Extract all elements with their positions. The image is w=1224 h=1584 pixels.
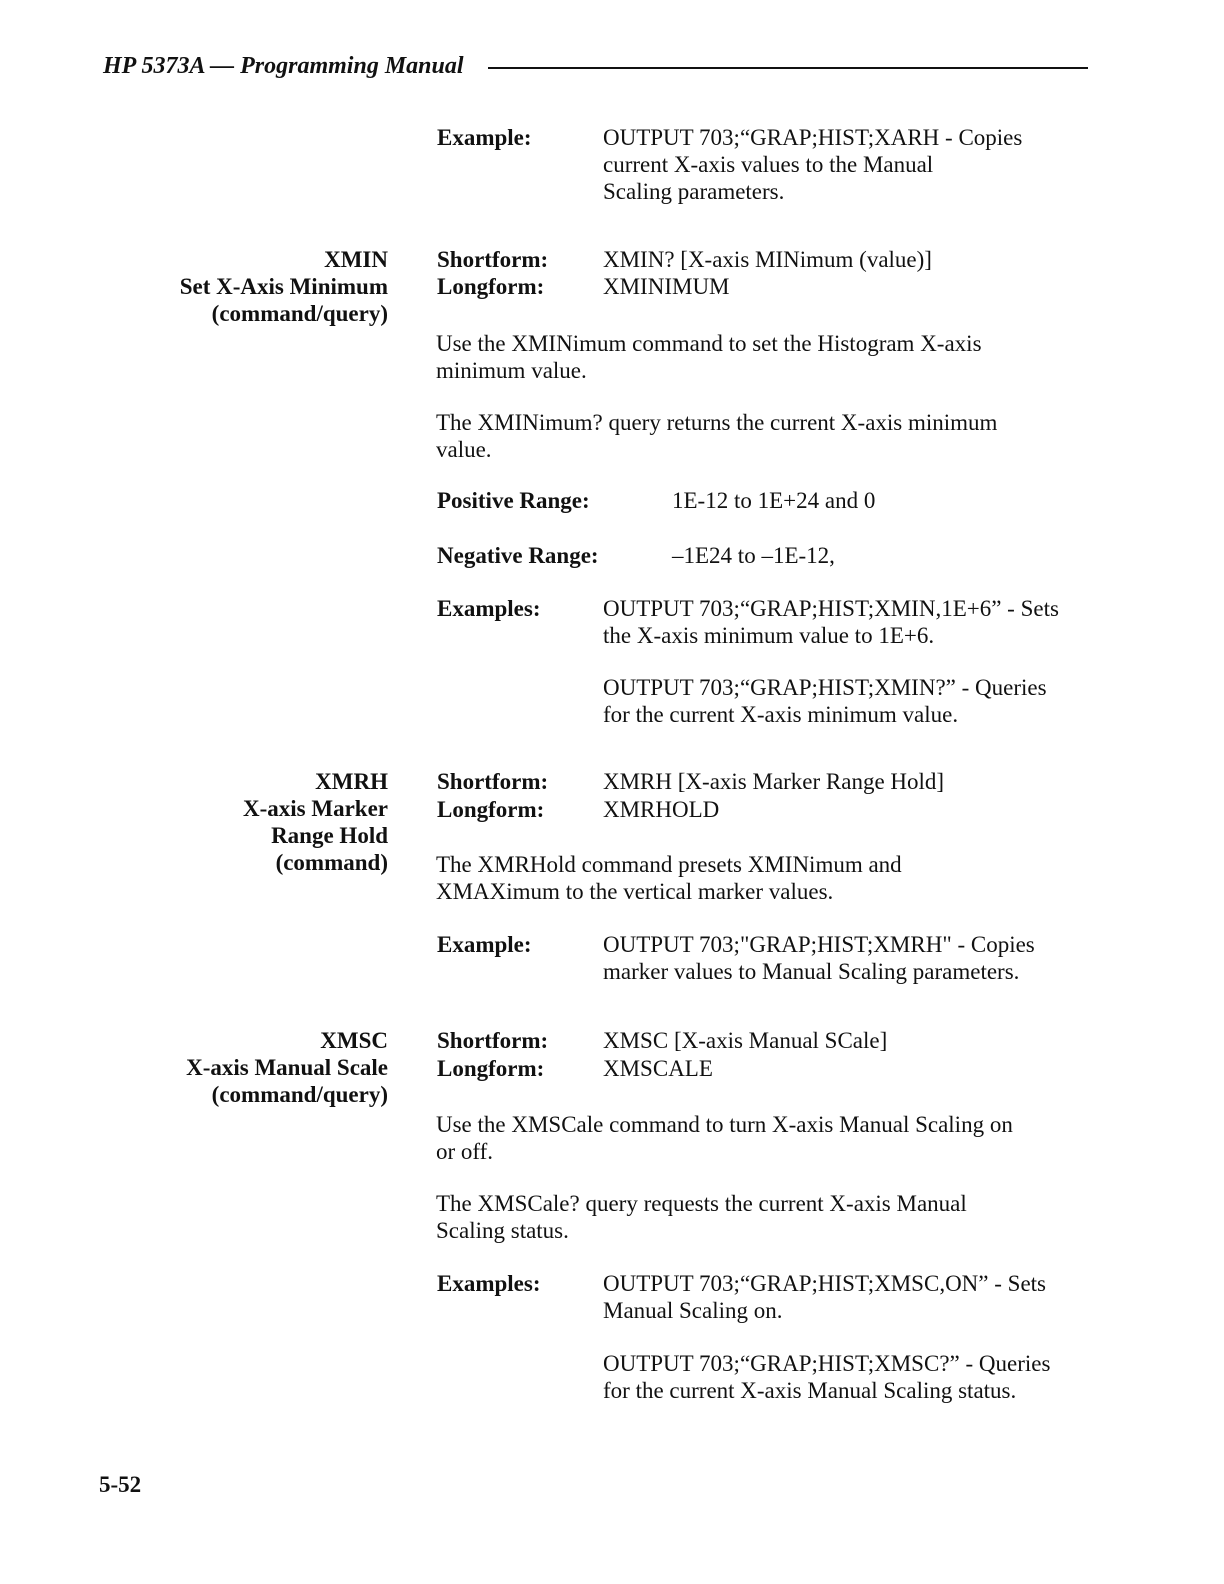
xmrh-description bbox=[436, 851, 1096, 905]
text-line: OUTPUT 703;"GRAP;HIST;XMRH" - Copies bbox=[603, 932, 1035, 957]
text-line: OUTPUT 703;“GRAP;HIST;XARH - Copies bbox=[603, 125, 1023, 150]
text-line: the X-axis minimum value to 1E+6. bbox=[603, 623, 935, 648]
text-line: The XMSCale? query requests the current X-axis Manual bbox=[436, 1191, 967, 1216]
xmin-longform: XMINIMUM bbox=[603, 274, 730, 299]
xmrh-shortform-label: Shortform: bbox=[437, 769, 549, 794]
xarh-example-label: Example: bbox=[437, 125, 532, 150]
xmsc-shortform: XMSC [X-axis Manual SCale] bbox=[603, 1028, 888, 1053]
xmrh-side-heading bbox=[100, 768, 388, 876]
xmsc-examples-label: Examples: bbox=[437, 1271, 541, 1296]
text-line: current X-axis values to the Manual bbox=[603, 152, 934, 177]
positive-range-label: Positive Range: bbox=[437, 488, 590, 513]
text-line: for the current X-axis minimum value. bbox=[603, 702, 959, 727]
negative-range-label: Negative Range: bbox=[437, 543, 599, 568]
text-line: OUTPUT 703;“GRAP;HIST;XMIN,1E+6” - Sets bbox=[603, 596, 1059, 621]
text-line: Scaling status. bbox=[436, 1218, 569, 1243]
manual-title: HP 5373A — Programming Manual bbox=[103, 52, 464, 79]
text-line: OUTPUT 703;“GRAP;HIST;XMSC,ON” - Sets bbox=[603, 1271, 1046, 1296]
command-type: (command/query) bbox=[211, 1082, 388, 1107]
header-rule bbox=[488, 67, 1088, 69]
xmin-query-description bbox=[436, 409, 1096, 463]
xmin-description bbox=[436, 330, 1096, 384]
text-line: OUTPUT 703;“GRAP;HIST;XMIN?” - Queries bbox=[603, 675, 1047, 700]
xmsc-example-query bbox=[603, 1350, 1050, 1404]
page-number: 5-52 bbox=[99, 1472, 142, 1497]
command-type: (command) bbox=[275, 850, 388, 875]
text-line: The XMINimum? query returns the current X-axis minimum bbox=[436, 410, 998, 435]
command-name: XMSC bbox=[320, 1028, 388, 1053]
xmsc-shortform-label: Shortform: bbox=[437, 1028, 549, 1053]
xmrh-longform-label: Longform: bbox=[437, 797, 545, 822]
command-title: X-axis Marker bbox=[243, 796, 388, 821]
text-line: The XMRHold command presets XMINimum and bbox=[436, 852, 902, 877]
page-header bbox=[103, 46, 1088, 86]
text-line: Manual Scaling on. bbox=[603, 1298, 783, 1323]
xmin-example-query bbox=[603, 674, 1047, 728]
text-line: or off. bbox=[436, 1139, 494, 1164]
xmrh-longform: XMRHOLD bbox=[603, 797, 720, 822]
xarh-example-text bbox=[603, 124, 1022, 205]
xmin-shortform: XMIN? [X-axis MINimum (value)] bbox=[603, 247, 932, 272]
xmsc-side-heading bbox=[100, 1027, 388, 1108]
text-line: Use the XMINimum command to set the Histogram X-axis bbox=[436, 331, 982, 356]
command-name: XMRH bbox=[315, 769, 388, 794]
text-line: value. bbox=[436, 437, 492, 462]
xmsc-example-set bbox=[603, 1270, 1046, 1324]
xmsc-description bbox=[436, 1111, 1096, 1165]
text-line: Use the XMSCale command to turn X-axis Manual Scaling on bbox=[436, 1112, 1013, 1137]
positive-range: 1E-12 to 1E+24 and 0 bbox=[672, 488, 876, 513]
text-line: for the current X-axis Manual Scaling status. bbox=[603, 1378, 1017, 1403]
xmrh-example-label: Example: bbox=[437, 932, 532, 957]
xmin-shortform-label: Shortform: bbox=[437, 247, 549, 272]
xmin-side-heading bbox=[100, 246, 388, 327]
command-type: (command/query) bbox=[211, 301, 388, 326]
text-line: minimum value. bbox=[436, 358, 587, 383]
xmin-longform-label: Longform: bbox=[437, 274, 545, 299]
text-line: OUTPUT 703;“GRAP;HIST;XMSC?” - Queries bbox=[603, 1351, 1051, 1376]
negative-range: –1E24 to –1E-12, bbox=[672, 543, 835, 568]
command-title: Set X-Axis Minimum bbox=[179, 274, 388, 299]
command-title: Range Hold bbox=[271, 823, 388, 848]
xmin-examples-label: Examples: bbox=[437, 596, 541, 621]
xmrh-shortform: XMRH [X-axis Marker Range Hold] bbox=[603, 769, 945, 794]
text-line: Scaling parameters. bbox=[603, 179, 785, 204]
xmsc-longform: XMSCALE bbox=[603, 1056, 713, 1081]
text-line: marker values to Manual Scaling parameters. bbox=[603, 959, 1020, 984]
xmin-example-set bbox=[603, 595, 1059, 649]
command-name: XMIN bbox=[324, 247, 388, 272]
xmsc-query-description bbox=[436, 1190, 1096, 1244]
command-title: X-axis Manual Scale bbox=[186, 1055, 388, 1080]
text-line: XMAXimum to the vertical marker values. bbox=[436, 879, 834, 904]
xmrh-example bbox=[603, 931, 1035, 985]
xmsc-longform-label: Longform: bbox=[437, 1056, 545, 1081]
